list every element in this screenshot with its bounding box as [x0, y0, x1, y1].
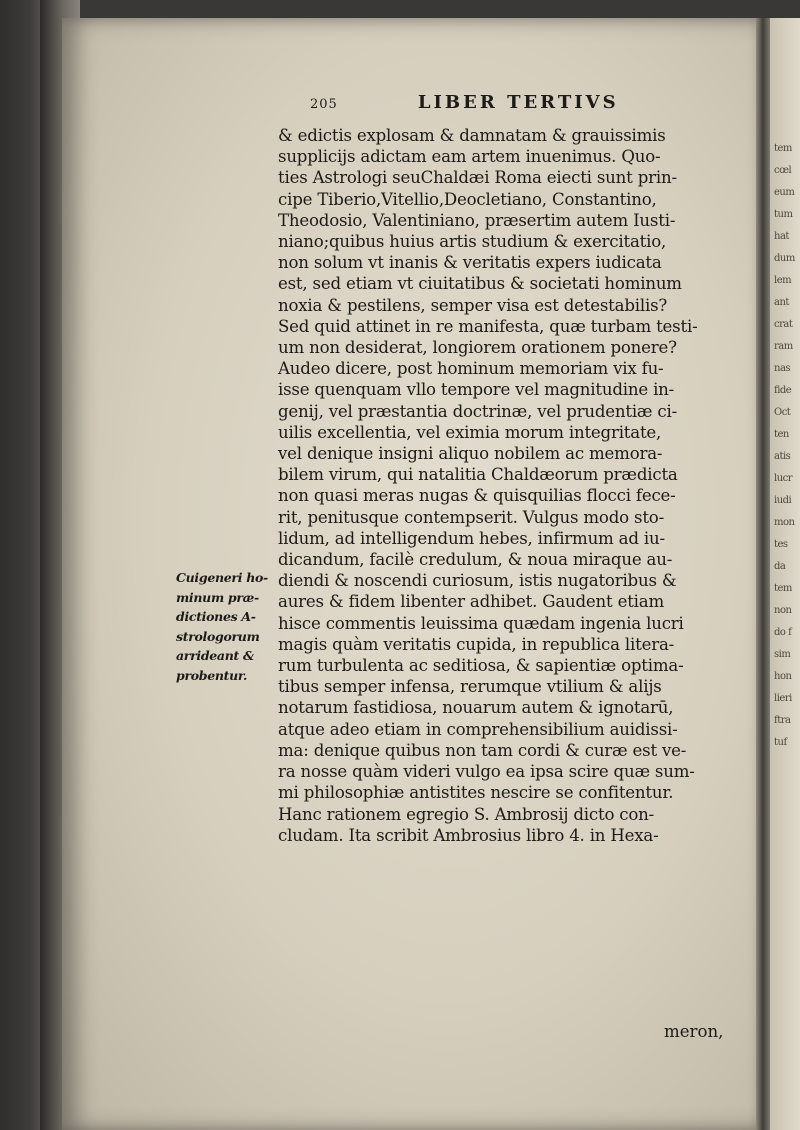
text-line: lidum, ad intelligendum hebes, infirmum ad iu-	[278, 528, 665, 548]
text-line: dicandum, facilè credulum, & noua miraque au-	[278, 550, 673, 570]
text-line: isse quenquam vllo tempore vel magnitudine in-	[278, 380, 675, 400]
text-line: & edictis explosam & damnatam & grauissimis	[278, 126, 666, 145]
text-line: cipe Tiberio,Vitellio,Deocletiano, Constantino,	[278, 189, 657, 209]
text-line: noxia & pestilens, semper visa est detestabilis?	[278, 295, 668, 315]
adjacent-page-fragment: cœl	[774, 165, 792, 176]
text-line: mi philosophiæ antistites nescire se confitentur.	[278, 783, 674, 803]
adjacent-page-fragment: tuf	[774, 737, 787, 748]
text-line: ties Astrologi seuChaldæi Roma eiecti sunt prin-	[278, 168, 677, 188]
text-line: ma: denique quibus non tam cordi & curæ est ve-	[278, 740, 687, 760]
adjacent-page-fragment: hat	[774, 231, 789, 242]
text-line: genij, vel præstantia doctrinæ, vel prudentiæ ci-	[278, 401, 678, 421]
marginal-note	[176, 568, 276, 685]
adjacent-page-fragment: hon	[774, 671, 792, 682]
text-line: um non desiderat, longiorem orationem ponere?	[278, 338, 677, 358]
text-line: supplicijs adictam eam artem inuenimus. Quo-	[278, 147, 661, 167]
text-line: diendi & noscendi curiosum, istis nugatoribus &	[278, 571, 677, 591]
text-line: Audeo dicere, post hominum memoriam vix fu-	[278, 359, 664, 379]
text-line: rum turbulenta ac seditiosa, & sapientiæ optima-	[278, 656, 684, 676]
adjacent-page-fragment: ten	[774, 429, 789, 440]
adjacent-page-fragment: sim	[774, 649, 791, 660]
page-number: 205	[310, 97, 338, 112]
adjacent-page-fragments	[770, 18, 800, 754]
adjacent-page-fragment: tem	[774, 583, 792, 594]
text-line: est, sed etiam vt ciuitatibus & societati hominum	[278, 274, 682, 294]
adjacent-page-fragment: Oct	[774, 407, 791, 418]
adjacent-page-fragment: lucr	[774, 473, 793, 484]
text-line: non quasi meras nugas & quisquilias flocci fece-	[278, 486, 676, 506]
adjacent-page-fragment: fide	[774, 385, 792, 396]
adjacent-page-fragment: dum	[774, 253, 795, 264]
text-line: atque adeo etiam in comprehensibilium auidissi-	[278, 719, 678, 739]
text-line: ra nosse quàm videri vulgo ea ipsa scire quæ sum-	[278, 762, 695, 782]
text-line: aures & fidem libenter adhibet. Gaudent etiam	[278, 592, 665, 612]
margin-note-line: strologorum	[176, 628, 260, 644]
text-line: cludam. Ita scribit Ambrosius libro 4. in Hexa-	[278, 825, 659, 845]
running-title: LIBER TERTIVS	[417, 92, 619, 113]
text-line: Sed quid attinet in re manifesta, quæ turbam testi-	[278, 316, 698, 336]
margin-note-line: arrideant &	[176, 648, 255, 663]
adjacent-page-edge	[770, 18, 800, 1130]
adjacent-page-fragment: tes	[774, 539, 788, 550]
adjacent-page-fragment: da	[774, 561, 786, 572]
text-line: Hanc rationem egregio S. Ambrosij dicto con-	[278, 804, 655, 824]
text-line: non solum vt inanis & veritatis expers iudicata	[278, 253, 662, 273]
text-line: hisce commentis leuissima quædam ingenia lucri	[278, 613, 684, 633]
text-line: magis quàm veritatis cupida, in republica litera-	[278, 634, 675, 654]
margin-note-line: Cuigeneri ho-	[176, 570, 268, 585]
adjacent-page-fragment: ant	[774, 297, 789, 308]
text-line: Theodosio, Valentiniano, præsertim autem Iusti-	[278, 210, 676, 230]
margin-note-line: probentur.	[176, 667, 248, 683]
adjacent-page-fragment: atis	[774, 451, 791, 462]
main-text-block	[278, 125, 764, 846]
catchword: meron,	[664, 1022, 724, 1041]
text-line: niano;quibus huius artis studium & exercitatio,	[278, 232, 667, 252]
text-line: tibus semper infensa, rerumque vtilium & alijs	[278, 677, 662, 697]
text-line: uilis excellentia, vel eximia morum integritate,	[278, 422, 662, 442]
text-line: vel denique insigni aliquo nobilem ac memora-	[278, 444, 663, 464]
adjacent-page-fragment: do f	[774, 627, 792, 638]
adjacent-page-fragment: tem	[774, 143, 792, 154]
adjacent-page-fragment: tum	[774, 209, 793, 220]
text-line: bilem virum, qui natalitia Chaldæorum prædicta	[278, 465, 678, 485]
adjacent-page-fragment: ftra	[774, 715, 791, 726]
adjacent-page-fragment: mon	[774, 517, 795, 528]
adjacent-page-fragment: non	[774, 605, 792, 616]
margin-note-line: minum præ-	[176, 589, 259, 605]
adjacent-page-fragment: iudi	[774, 495, 792, 506]
margin-note-line: dictiones A-	[176, 609, 256, 624]
adjacent-page-fragment: ram	[774, 341, 793, 352]
text-line: rit, penitusque contempserit. Vulgus modo sto-	[278, 507, 664, 527]
adjacent-page-fragment: lem	[774, 275, 792, 286]
text-line: notarum fastidiosa, nouarum autem & ignotarū,	[278, 698, 674, 718]
adjacent-page-fragment: lieri	[774, 693, 792, 704]
adjacent-page-fragment: crat	[774, 319, 793, 330]
adjacent-page-fragment: eum	[774, 187, 795, 198]
running-head	[310, 92, 619, 113]
adjacent-page-fragment: nas	[774, 363, 791, 374]
